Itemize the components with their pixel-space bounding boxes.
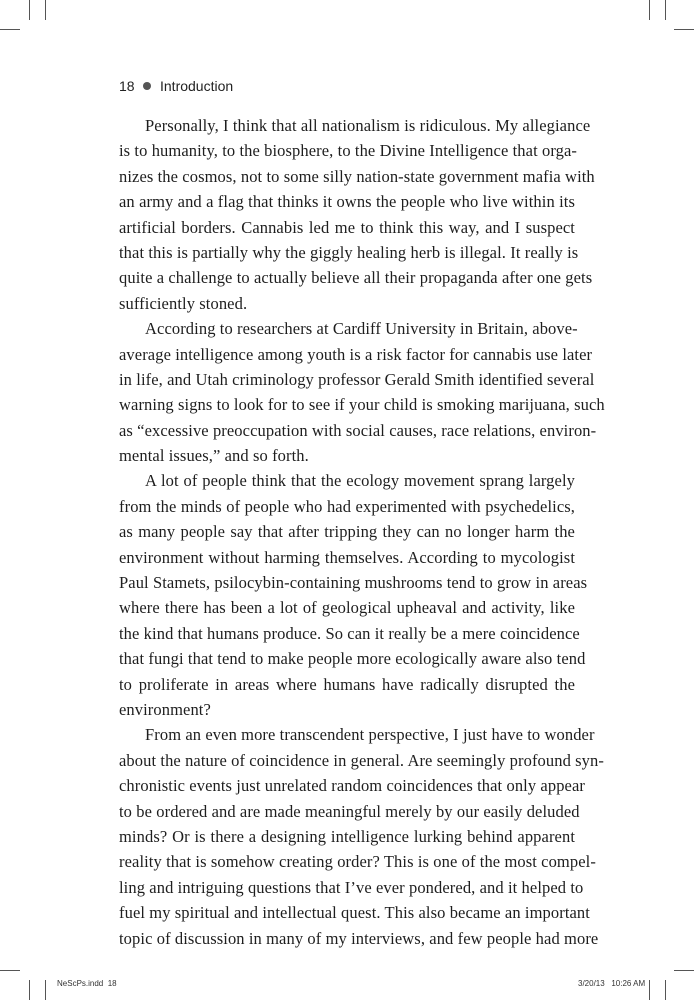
- text-line: environment without harming themselves. According to mycologist: [119, 547, 575, 567]
- bullet-icon: [143, 82, 151, 90]
- paragraph: [119, 468, 588, 722]
- paragraph: [119, 722, 604, 951]
- text-line: warning signs to look for to see if your child is smoking marijuana, such: [119, 395, 605, 415]
- text-line: fuel my spiritual and intellectual quest. This also became an important: [119, 903, 590, 923]
- text-line: reality that is somehow creating order? This is one of the most compel-: [119, 852, 596, 872]
- page-number: 18: [119, 78, 135, 94]
- crop-mark: [0, 29, 20, 30]
- crop-mark: [649, 980, 650, 1000]
- text-line: artificial borders. Cannabis led me to think this way, and I suspect: [119, 217, 575, 237]
- text-line: as many people say that after tripping they can no longer harm the: [119, 522, 575, 542]
- text-line: is to humanity, to the biosphere, to the Divine Intelligence that orga-: [119, 141, 577, 161]
- text-line: nizes the cosmos, not to some silly nation-state government mafia with: [119, 166, 595, 186]
- text-line: Personally, I think that all nationalism is ridiculous. My allegiance: [145, 116, 591, 135]
- crop-mark: [649, 0, 650, 20]
- text-line: where there has been a lot of geological upheaval and activity, like: [119, 598, 575, 618]
- text-line: minds? Or is there a designing intelligence lurking behind apparent: [119, 826, 575, 846]
- text-line: topic of discussion in many of my interviews, and few people had more: [119, 928, 599, 948]
- slug-file-name: NeScPs.indd 18: [57, 979, 117, 988]
- text-line: environment?: [119, 699, 211, 719]
- body-text: [119, 113, 605, 951]
- text-line: According to researchers at Cardiff University in Britain, above-: [145, 319, 578, 339]
- crop-mark: [674, 29, 694, 30]
- section-title: Introduction: [160, 78, 234, 94]
- text-line: an army and a flag that thinks it owns the people who live within its: [119, 192, 575, 212]
- running-head: [119, 78, 233, 94]
- text-line: from the minds of people who had experimented with psychedelics,: [119, 496, 575, 516]
- text-line: ling and intriguing questions that I’ve ever pondered, and it helped to: [119, 877, 584, 897]
- text-line: average intelligence among youth is a risk factor for cannabis use later: [119, 344, 593, 364]
- text-line: sufficiently stoned.: [119, 293, 248, 313]
- text-line: to proliferate in areas where humans have radically disrupted the: [119, 674, 575, 694]
- text-line: that fungi that tend to make people more ecologically aware also tend: [119, 649, 586, 669]
- text-line: as “excessive preoccupation with social causes, race relations, environ-: [119, 420, 597, 440]
- slug-date-time: 3/20/13 10:26 AM: [578, 979, 646, 988]
- crop-mark: [0, 970, 20, 971]
- paragraph: [119, 113, 595, 316]
- crop-mark: [665, 0, 666, 20]
- crop-mark: [45, 0, 46, 20]
- crop-mark: [674, 970, 694, 971]
- text-line: to be ordered and are made meaningful merely by our easily deluded: [119, 801, 580, 821]
- text-line: Paul Stamets, psilocybin-containing mushrooms tend to grow in areas: [119, 573, 588, 593]
- text-line: mental issues,” and so forth.: [119, 446, 309, 466]
- crop-mark: [45, 980, 46, 1000]
- text-line: that this is partially why the giggly healing herb is illegal. It really is: [119, 242, 579, 262]
- text-line: quite a challenge to actually believe all their propaganda after one gets: [119, 268, 593, 288]
- paragraph: [119, 316, 605, 468]
- text-line: the kind that humans produce. So can it really be a mere coincidence: [119, 623, 580, 643]
- text-line: From an even more transcendent perspective, I just have to wonder: [145, 725, 595, 745]
- text-line: in life, and Utah criminology professor Gerald Smith identified several: [119, 369, 595, 389]
- text-line: about the nature of coincidence in general. Are seemingly profound syn-: [119, 750, 604, 770]
- crop-mark: [665, 980, 666, 1000]
- text-line: A lot of people think that the ecology movement sprang largely: [145, 471, 575, 491]
- crop-mark: [29, 980, 30, 1000]
- text-line: chronistic events just unrelated random coincidences that only appear: [119, 776, 585, 796]
- crop-mark: [29, 0, 30, 20]
